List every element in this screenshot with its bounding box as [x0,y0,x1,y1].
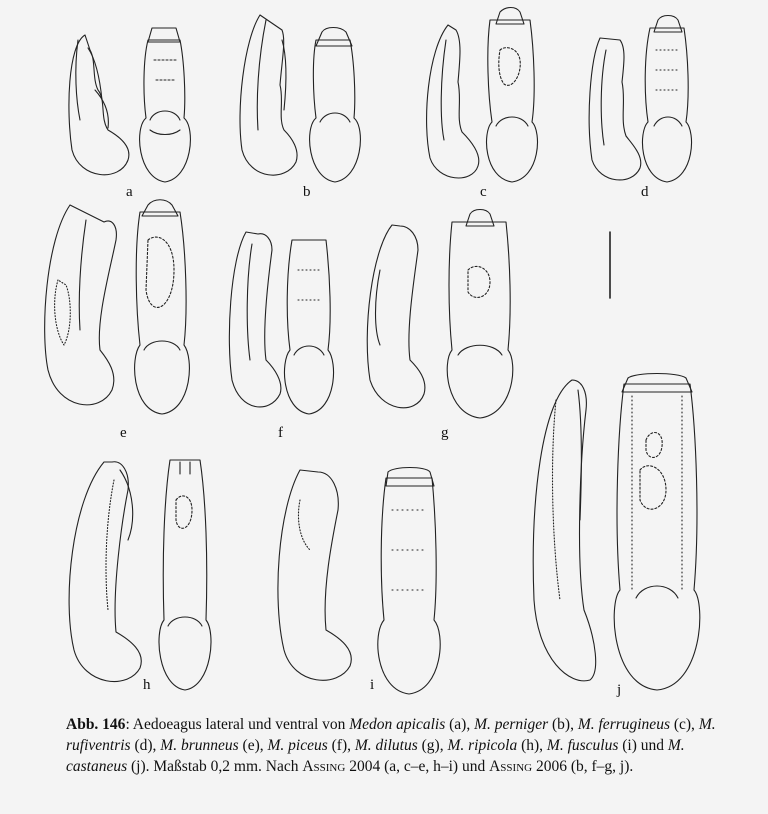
panel-i-lateral-view [278,470,351,680]
caption-text: (a), [445,716,475,733]
panel-e-lateral-view [45,205,117,405]
panel-i-ventral-view [378,468,440,695]
species-name: Medon apicalis [349,716,446,733]
caption-text: 2004 (a, c–e, h–i) und [345,758,490,775]
panel-g-lateral-view [367,225,425,408]
panel-a-lateral-view [69,35,129,175]
caption-text: (d), [130,737,161,754]
caption-text: (g), [417,737,448,754]
figure-caption [66,714,738,777]
panel-j-ventral-view [614,374,700,691]
panel-f-lateral-view [229,232,281,407]
figure-number: Abb. 146 [66,716,126,733]
caption-text: (i) und [618,737,668,754]
species-name: M. perniger [474,716,549,733]
panel-f-ventral-view [284,240,333,414]
panel-b-ventral-view [310,28,361,183]
panel-label-g: g [441,425,449,441]
author-name: Assing [302,758,346,775]
species-name: M. ferrugineus [577,716,670,733]
panel-c-ventral-view [487,8,538,183]
caption-text: (h), [517,737,547,754]
panel-label-a: a [126,184,133,200]
species-name: M. rufiventris [66,716,716,754]
caption-text: (b), [548,716,578,733]
caption-text: (e), [238,737,268,754]
author-name: Assing [489,758,533,775]
panel-label-b: b [303,184,311,200]
species-name: M. ripicola [447,737,518,754]
species-name: M. castaneus [66,737,685,775]
panel-a-ventral-view [140,28,191,182]
panel-label-h: h [143,677,151,693]
panel-b-lateral-view [240,15,297,175]
panel-d-lateral-view [589,38,641,180]
species-name: M. brunneus [160,737,239,754]
panel-h-ventral-view [159,460,211,690]
panel-label-c: c [480,184,487,200]
panel-j-lateral-view [533,380,595,681]
panel-d-ventral-view [642,16,691,183]
caption-text: (j). Maßstab 0,2 mm. Nach [127,758,303,775]
panel-label-e: e [120,425,127,441]
caption-text: (f), [327,737,355,754]
caption-text: : Aedoeagus lateral und ventral von [125,716,350,733]
panel-label-j: j [617,682,622,698]
panel-label-i: i [370,677,375,693]
panel-e-ventral-view [135,200,190,414]
panel-label-f: f [278,425,283,441]
panel-label-d: d [641,184,649,200]
species-name: M. dilutus [354,737,418,754]
caption-text: (c), [669,716,699,733]
species-name: M. piceus [267,737,328,754]
panel-c-lateral-view [427,25,479,178]
caption-text: 2006 (b, f–g, j). [532,758,634,775]
panel-g-ventral-view [447,210,513,419]
species-name: M. fusculus [546,737,619,754]
panel-h-lateral-view [69,462,141,682]
